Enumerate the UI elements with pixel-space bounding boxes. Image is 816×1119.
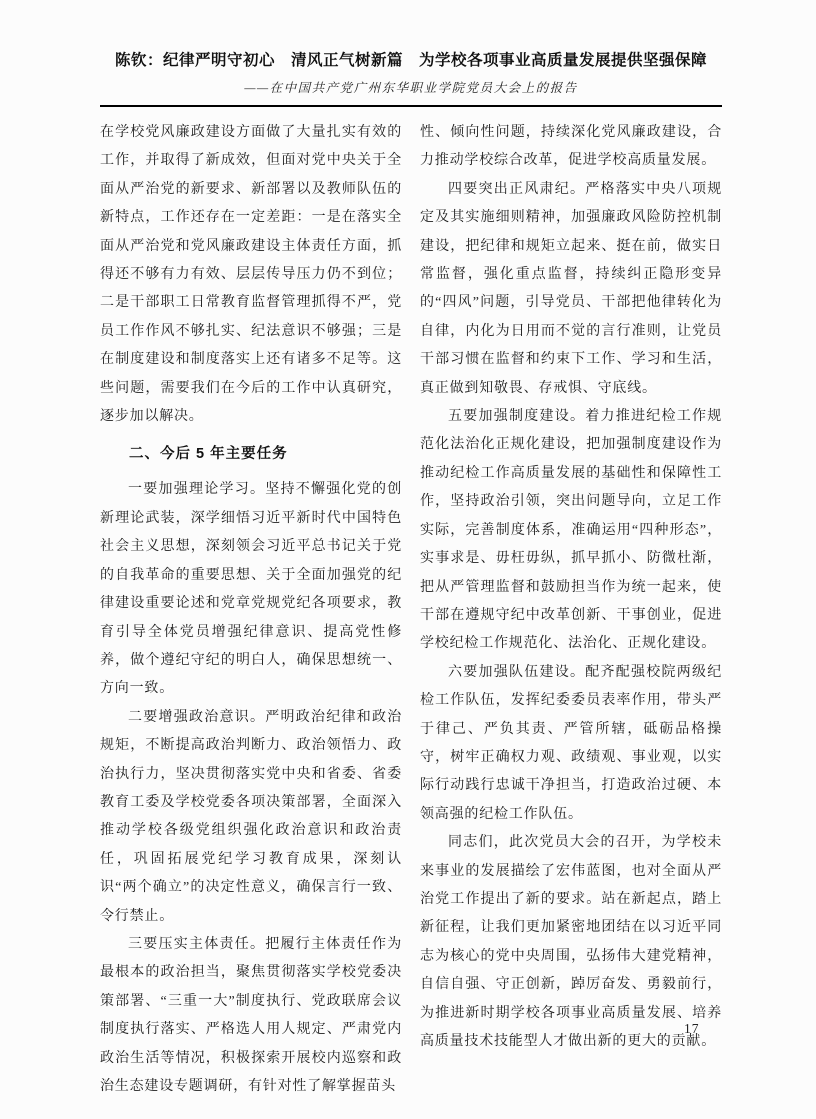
page-number: 17 bbox=[684, 1021, 700, 1036]
right-column bbox=[420, 119, 722, 1101]
paragraph-task3-main-responsibility: 三要压实主体责任。把履行主体责任作为最根本的政治担当，聚焦贯彻落实学校党委决策部署、“三重一大”制度执行、党政联席会议制度执行落实、严格选人用人规定、严肃党内政治生活等情况，积极探索开展校内巡察和政治生态建设专题调研，有针对性了解掌握苗头 bbox=[100, 936, 402, 1094]
paragraph-task6-team-building: 六要加强队伍建设。配齐配强校院两级纪检工作队伍，发挥纪委委员表率作用，带头严于律己、严负其责、严管所辖，砥砺品格操守，树牢正确权力观、政绩观、事业观，以实际行动践行忠诚干净担当，打造政治过硬、本领高强的纪检工作队伍。 bbox=[420, 664, 722, 822]
section-heading-future-tasks: 二、今后 5 年主要任务 bbox=[129, 446, 288, 463]
header-rule bbox=[100, 105, 722, 107]
paragraph-task3-continued: 性、倾向性问题，持续深化党风廉政建设，合力推动学校综合改革，促进学校高质量发展。 bbox=[420, 125, 722, 169]
page-title: 陈钦：纪律严明守初心 清风正气树新篇 为学校各项事业高质量发展提供坚强保障 bbox=[114, 52, 707, 69]
two-column-body bbox=[100, 119, 722, 1101]
paragraph-task4-discipline: 四要突出正风肃纪。严格落实中央八项规定及其实施细则精神，加强廉政风险防控机制建设，把纪律和规矩立起来、挺在前，做实日常监督，强化重点监督，持续纠正隐形变异的“四风”问题，引导党员、干部把他律转化为自律，内化为日用而不觉的言行准则，让党员干部习惯在监督和约束下工作、学习和生活，真正做到知敬畏、存戒惧、守底线。 bbox=[420, 181, 722, 396]
paragraph-closing-remarks: 同志们，此次党员大会的召开，为学校未来事业的发展描绘了宏伟蓝图，也对全面从严治党工作提出了新的要求。站在新起点，踏上新征程，让我们更加紧密地团结在以习近平同志为核心的党中央周围，弘扬伟大建党精神，自信自强、守正创新，踔厉奋发、勇毅前行，为推进新时期学校各项事业高质量发展、培养高质量技术技能型人才做出新的更大的贡献。 bbox=[420, 835, 722, 1049]
page-subtitle: ——在中国共产党广州东华职业学院党员大会上的报告 bbox=[244, 81, 578, 95]
paragraph-problems-summary: 在学校党风廉政建设方面做了大量扎实有效的工作，并取得了新成效，但面对党中央关于全面从严治党的新要求、新部署以及教师队伍的新特点，工作还存在一定差距：一是在落实全面从严治党和党风廉政建设主体责任方面，抓得还不够有力有效、层层传导压力仍不到位；二是干部职工日常教育监督管理抓得不严，党员工作作风不够扎实、纪法意识不够强；三是在制度建设和制度落实上还有诸多不足等。这些问题，需要我们在今后的工作中认真研究，逐步加以解决。 bbox=[100, 125, 402, 425]
paragraph-task5-institution-building: 五要加强制度建设。着力推进纪检工作规范化法治化正规化建设，把加强制度建设作为推动纪检工作高质量发展的基础性和保障性工作，坚持政治引领，突出问题导向，立足工作实际，完善制度体系，准确运用“四种形态”，实事求是、毋枉毋纵，抓早抓小、防微杜渐，把从严管理监督和鼓励担当作为统一起来，使干部在遵规守纪中改革创新、干事创业，促进学校纪检工作规范化、法治化、正规化建设。 bbox=[420, 409, 722, 652]
paragraph-task2-political-awareness: 二要增强政治意识。严明政治纪律和政治规矩，不断提高政治判断力、政治领悟力、政治执行力，坚决贯彻落实党中央和省委、省委教育工委及学校党委各项决策部署，全面深入推动学校各级党组织强化政治意识和政治责任，巩固拓展党纪学习教育成果，深刻认识“两个确立”的决定性意义，确保言行一致、令行禁止。 bbox=[100, 709, 402, 924]
paragraph-task1-theory-study: 一要加强理论学习。坚持不懈强化党的创新理论武装，深学细悟习近平新时代中国特色社会主义思想，深刻领会习近平总书记关于党的自我革命的重要思想、关于全面加强党的纪律建设重要论述和党章党规党纪各项要求，教育引导全体党员增强纪律意识、提高党性修养，做个遵纪守纪的明白人，确保思想统一、方向一致。 bbox=[100, 482, 402, 697]
left-column bbox=[100, 119, 402, 1101]
page-header bbox=[100, 50, 722, 107]
